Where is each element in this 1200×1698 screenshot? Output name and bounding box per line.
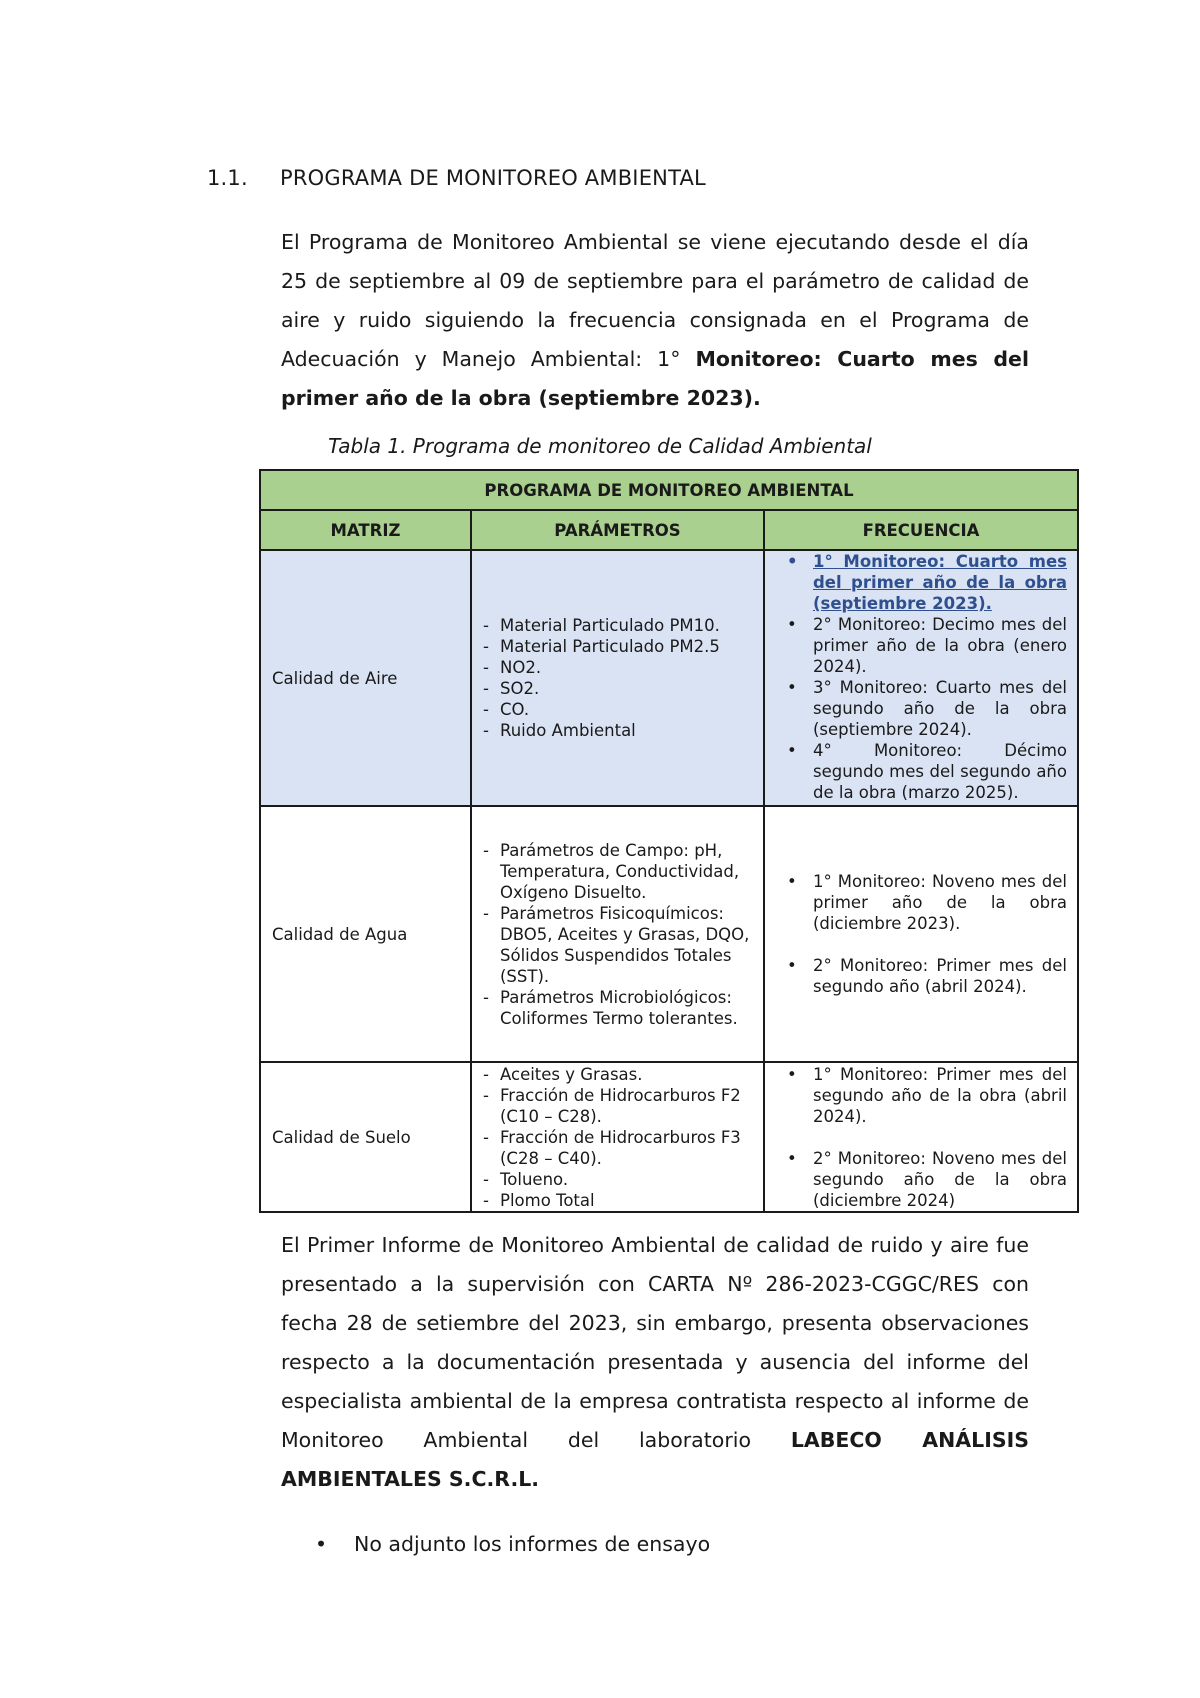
frecuencia-cell bbox=[764, 550, 1078, 806]
frecuencia-list bbox=[775, 871, 1067, 997]
table-row bbox=[260, 1062, 1078, 1212]
monitoring-table bbox=[259, 469, 1079, 1213]
table-row bbox=[260, 806, 1078, 1062]
list-item: - SO2. bbox=[483, 678, 759, 699]
parametros-cell bbox=[471, 1062, 764, 1212]
frecuencia-list bbox=[775, 1064, 1067, 1211]
header-frecuencia: FRECUENCIA bbox=[764, 510, 1078, 550]
list-item: • 2° Monitoreo: Decimo mes del primer año de la obra (enero 2024). bbox=[775, 614, 1067, 677]
parametros-list bbox=[483, 615, 759, 741]
list-item: • 1° Monitoreo: Noveno mes del primer año de la obra (diciembre 2023). bbox=[775, 871, 1067, 934]
parametros-cell bbox=[471, 806, 764, 1062]
intro-text: El Programa de Monitoreo Ambiental se viene ejecutando desde el día 25 de septiembre al 09 de septiembre para el parámetro de calidad de aire y ruido siguiendo la frecuencia consignada en el Programa de Adecuación y Manejo Ambiental: 1° bbox=[281, 230, 1029, 371]
table-caption: Tabla 1. Programa de monitoreo de Calidad Ambiental bbox=[328, 434, 872, 458]
list-item: • 3° Monitoreo: Cuarto mes del segundo año de la obra (septiembre 2024). bbox=[775, 677, 1067, 740]
list-item: • 1° Monitoreo: Primer mes del segundo año de la obra (abril 2024). bbox=[775, 1064, 1067, 1127]
list-item: - CO. bbox=[483, 699, 759, 720]
section-title: PROGRAMA DE MONITOREO AMBIENTAL bbox=[280, 166, 706, 190]
section-number: 1.1. bbox=[207, 166, 248, 190]
list-item: • 1° Monitoreo: Cuarto mes del primer año de la obra (septiembre 2023). bbox=[775, 551, 1067, 614]
list-item: - Material Particulado PM10. bbox=[483, 615, 759, 636]
bullet-icon: • bbox=[315, 1532, 328, 1556]
list-item: • 2° Monitoreo: Primer mes del segundo año (abril 2024). bbox=[775, 955, 1067, 997]
header-matriz: MATRIZ bbox=[260, 510, 471, 550]
list-item: - Material Particulado PM2.5 bbox=[483, 636, 759, 657]
list-item: - Parámetros Fisicoquímicos: DBO5, Aceites y Grasas, DQO, Sólidos Suspendidos Totales (SST). bbox=[483, 903, 759, 987]
matriz-cell: Calidad de Agua bbox=[260, 806, 471, 1062]
list-item: - Parámetros Microbiológicos: Coliformes Termo tolerantes. bbox=[483, 987, 759, 1029]
list-item: - Ruido Ambiental bbox=[483, 720, 759, 741]
list-item: - Plomo Total bbox=[483, 1190, 759, 1211]
matriz-cell: Calidad de Suelo bbox=[260, 1062, 471, 1212]
laboratory-name: LABECO ANÁLISIS AMBIENTALES S.C.R.L. bbox=[281, 1428, 1029, 1491]
list-item: - Aceites y Grasas. bbox=[483, 1064, 759, 1085]
second-paragraph-text: El Primer Informe de Monitoreo Ambiental de calidad de ruido y aire fue presentado a la supervisión con CARTA Nº 286-2023-CGGC/RES con fecha 28 de setiembre del 2023, sin embargo, presenta observaciones respecto a la documentación presentada y ausencia del informe del especialista ambiental de la empresa contratista respecto al informe de Monitoreo Ambiental del laboratorio bbox=[281, 1233, 1029, 1452]
intro-bold-text: Monitoreo: Cuarto mes del primer año de la obra (septiembre 2023). bbox=[281, 347, 1029, 410]
frecuencia-list bbox=[775, 551, 1067, 803]
table-row bbox=[260, 550, 1078, 806]
parametros-list bbox=[483, 840, 759, 1029]
final-bullet-text: No adjunto los informes de ensayo bbox=[354, 1532, 711, 1556]
parametros-list bbox=[483, 1064, 759, 1211]
second-paragraph bbox=[281, 1226, 1029, 1499]
list-item: - Tolueno. bbox=[483, 1169, 759, 1190]
section-heading bbox=[207, 166, 706, 190]
list-item: - NO2. bbox=[483, 657, 759, 678]
parametros-cell bbox=[471, 550, 764, 806]
matriz-cell: Calidad de Aire bbox=[260, 550, 471, 806]
list-item: - Fracción de Hidrocarburos F2 (C10 – C28). bbox=[483, 1085, 759, 1127]
table-title: PROGRAMA DE MONITOREO AMBIENTAL bbox=[260, 470, 1078, 510]
list-item: - Parámetros de Campo: pH, Temperatura, Conductividad, Oxígeno Disuelto. bbox=[483, 840, 759, 903]
intro-paragraph bbox=[281, 223, 1029, 418]
list-item: - Fracción de Hidrocarburos F3 (C28 – C40). bbox=[483, 1127, 759, 1169]
header-parametros: PARÁMETROS bbox=[471, 510, 764, 550]
list-item: • 2° Monitoreo: Noveno mes del segundo año de la obra (diciembre 2024) bbox=[775, 1148, 1067, 1211]
frecuencia-cell bbox=[764, 806, 1078, 1062]
frecuencia-cell bbox=[764, 1062, 1078, 1212]
list-item: • 4° Monitoreo: Décimo segundo mes del segundo año de la obra (marzo 2025). bbox=[775, 740, 1067, 803]
